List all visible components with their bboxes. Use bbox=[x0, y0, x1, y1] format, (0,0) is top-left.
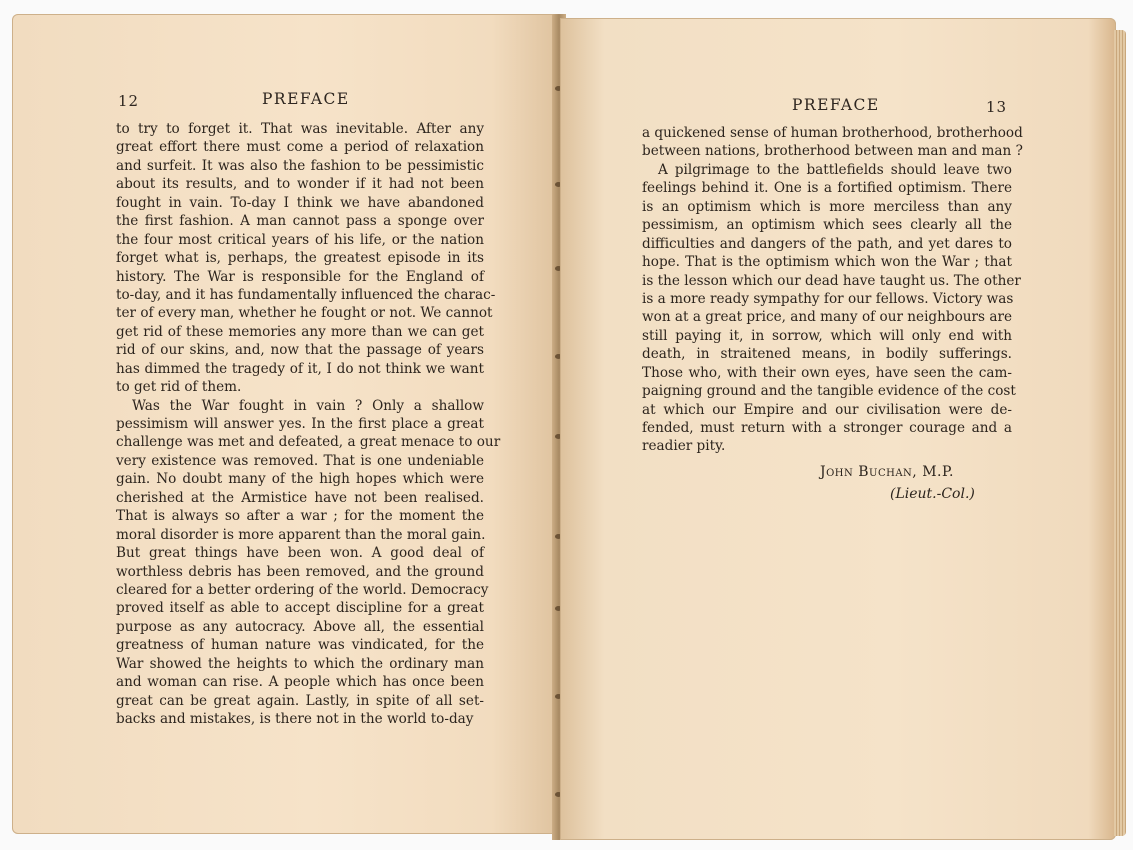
text-line: challenge was met and defeated, a great menace to our bbox=[116, 434, 501, 451]
text-line: about its results, and to wonder if it had not been bbox=[116, 176, 484, 193]
text-line: moral disorder is more apparent than the moral gain. bbox=[116, 526, 486, 543]
text-line: pessimism, an optimism which sees clearly all the bbox=[642, 217, 1012, 234]
text-line: is the lesson which our dead have taught us. The other bbox=[642, 272, 1021, 289]
text-line: and woman can rise. A people which has once been bbox=[116, 674, 484, 691]
text-line: great effort there must come a period of relaxation bbox=[116, 139, 484, 156]
text-line: history. The War is responsible for the England of bbox=[116, 268, 484, 285]
text-line: hope. That is the optimism which won the War ; that bbox=[642, 254, 1012, 271]
text-line: backs and mistakes, is there not in the world to-day bbox=[116, 711, 474, 727]
text-line: between nations, brotherhood between man and man ? bbox=[642, 143, 1023, 160]
text-line: cleared for a better ordering of the world. Democracy bbox=[116, 581, 489, 598]
text-line: purpose as any autocracy. Above all, the essential bbox=[116, 618, 484, 635]
text-line: War showed the heights to which the ordinary man bbox=[116, 655, 484, 672]
text-line: and surfeit. It was also the fashion to be pessimistic bbox=[116, 157, 484, 174]
text-line: worthless debris has been removed, and the ground bbox=[116, 563, 484, 580]
author-rank: (Lieut.-Col.) bbox=[890, 486, 975, 502]
text-line: to-day, and it has fundamentally influenced the charac- bbox=[116, 286, 496, 303]
text-line: cherished at the Armistice have not been realised. bbox=[116, 489, 484, 506]
page-edges bbox=[1114, 30, 1126, 836]
text-line: ter of every man, whether he fought or not. We cannot bbox=[116, 305, 493, 322]
text-line: proved itself as able to accept discipline for a great bbox=[116, 600, 484, 617]
text-line: death, in straitened means, in bodily sufferings. bbox=[642, 346, 1012, 363]
text-line: won at a great price, and many of our neighbours are bbox=[642, 309, 1012, 326]
text-line: to get rid of them. bbox=[116, 379, 242, 396]
text-line: fended, must return with a stronger courage and a bbox=[642, 420, 1012, 436]
text-line: Was the War fought in vain ? Only a shallow bbox=[132, 397, 484, 414]
right-page-body bbox=[642, 124, 1023, 456]
text-line: A pilgrimage to the battlefields should leave two bbox=[658, 161, 1012, 178]
open-book bbox=[12, 14, 1120, 840]
text-line: get rid of these memories any more than we can get bbox=[116, 323, 484, 340]
page-number: 12 bbox=[118, 92, 140, 110]
text-line: has dimmed the tragedy of it, I do not think we want bbox=[116, 360, 484, 377]
page-number: 13 bbox=[986, 98, 1008, 116]
running-head: PREFACE bbox=[792, 96, 880, 114]
text-line: is a more ready sympathy for our fellows. Victory was bbox=[642, 290, 1014, 307]
text-line: forget what is, perhaps, the greatest episode in its bbox=[116, 250, 484, 267]
text-line: a quickened sense of human brotherhood, brotherhood bbox=[642, 125, 1023, 141]
left-page-body bbox=[116, 120, 501, 728]
text-line: very existence was removed. That is one undeniable bbox=[116, 452, 484, 469]
text-line: readier pity. bbox=[642, 438, 726, 455]
text-line: pessimism will answer yes. In the first place a great bbox=[116, 416, 484, 432]
left-page bbox=[12, 14, 557, 834]
text-line: Those who, with their own eyes, have seen the cam- bbox=[642, 364, 1012, 381]
text-line: But great things have been won. A good deal of bbox=[116, 545, 484, 562]
author-signature: John Buchan, M.P. bbox=[820, 464, 955, 480]
text-line: the first fashion. A man cannot pass a sponge over bbox=[116, 213, 484, 230]
text-line: the four most critical years of his life, or the nation bbox=[116, 231, 484, 248]
text-line: greatness of human nature was vindicated, for the bbox=[116, 637, 484, 654]
right-page bbox=[560, 18, 1116, 840]
text-line: great can be great again. Lastly, in spite of all set- bbox=[116, 692, 484, 709]
text-line: fought in vain. To-day I think we have abandoned bbox=[116, 194, 484, 211]
text-line: is an optimism which is more merciless than any bbox=[642, 198, 1012, 215]
text-line: paigning ground and the tangible evidence of the cost bbox=[642, 383, 1016, 400]
text-line: difficulties and dangers of the path, and yet dares to bbox=[642, 235, 1012, 252]
text-line: rid of our skins, and, now that the passage of years bbox=[116, 342, 484, 359]
text-line: gain. No doubt many of the high hopes which were bbox=[116, 471, 484, 488]
text-line: still paying it, in sorrow, which will only end with bbox=[642, 327, 1012, 344]
text-line: That is always so after a war ; for the moment the bbox=[116, 508, 484, 525]
running-head: PREFACE bbox=[262, 90, 350, 108]
text-line: to try to forget it. That was inevitable. After any bbox=[116, 121, 484, 137]
text-line: at which our Empire and our civilisation were de- bbox=[642, 401, 1012, 418]
text-line: feelings behind it. One is a fortified optimism. There bbox=[642, 180, 1012, 197]
